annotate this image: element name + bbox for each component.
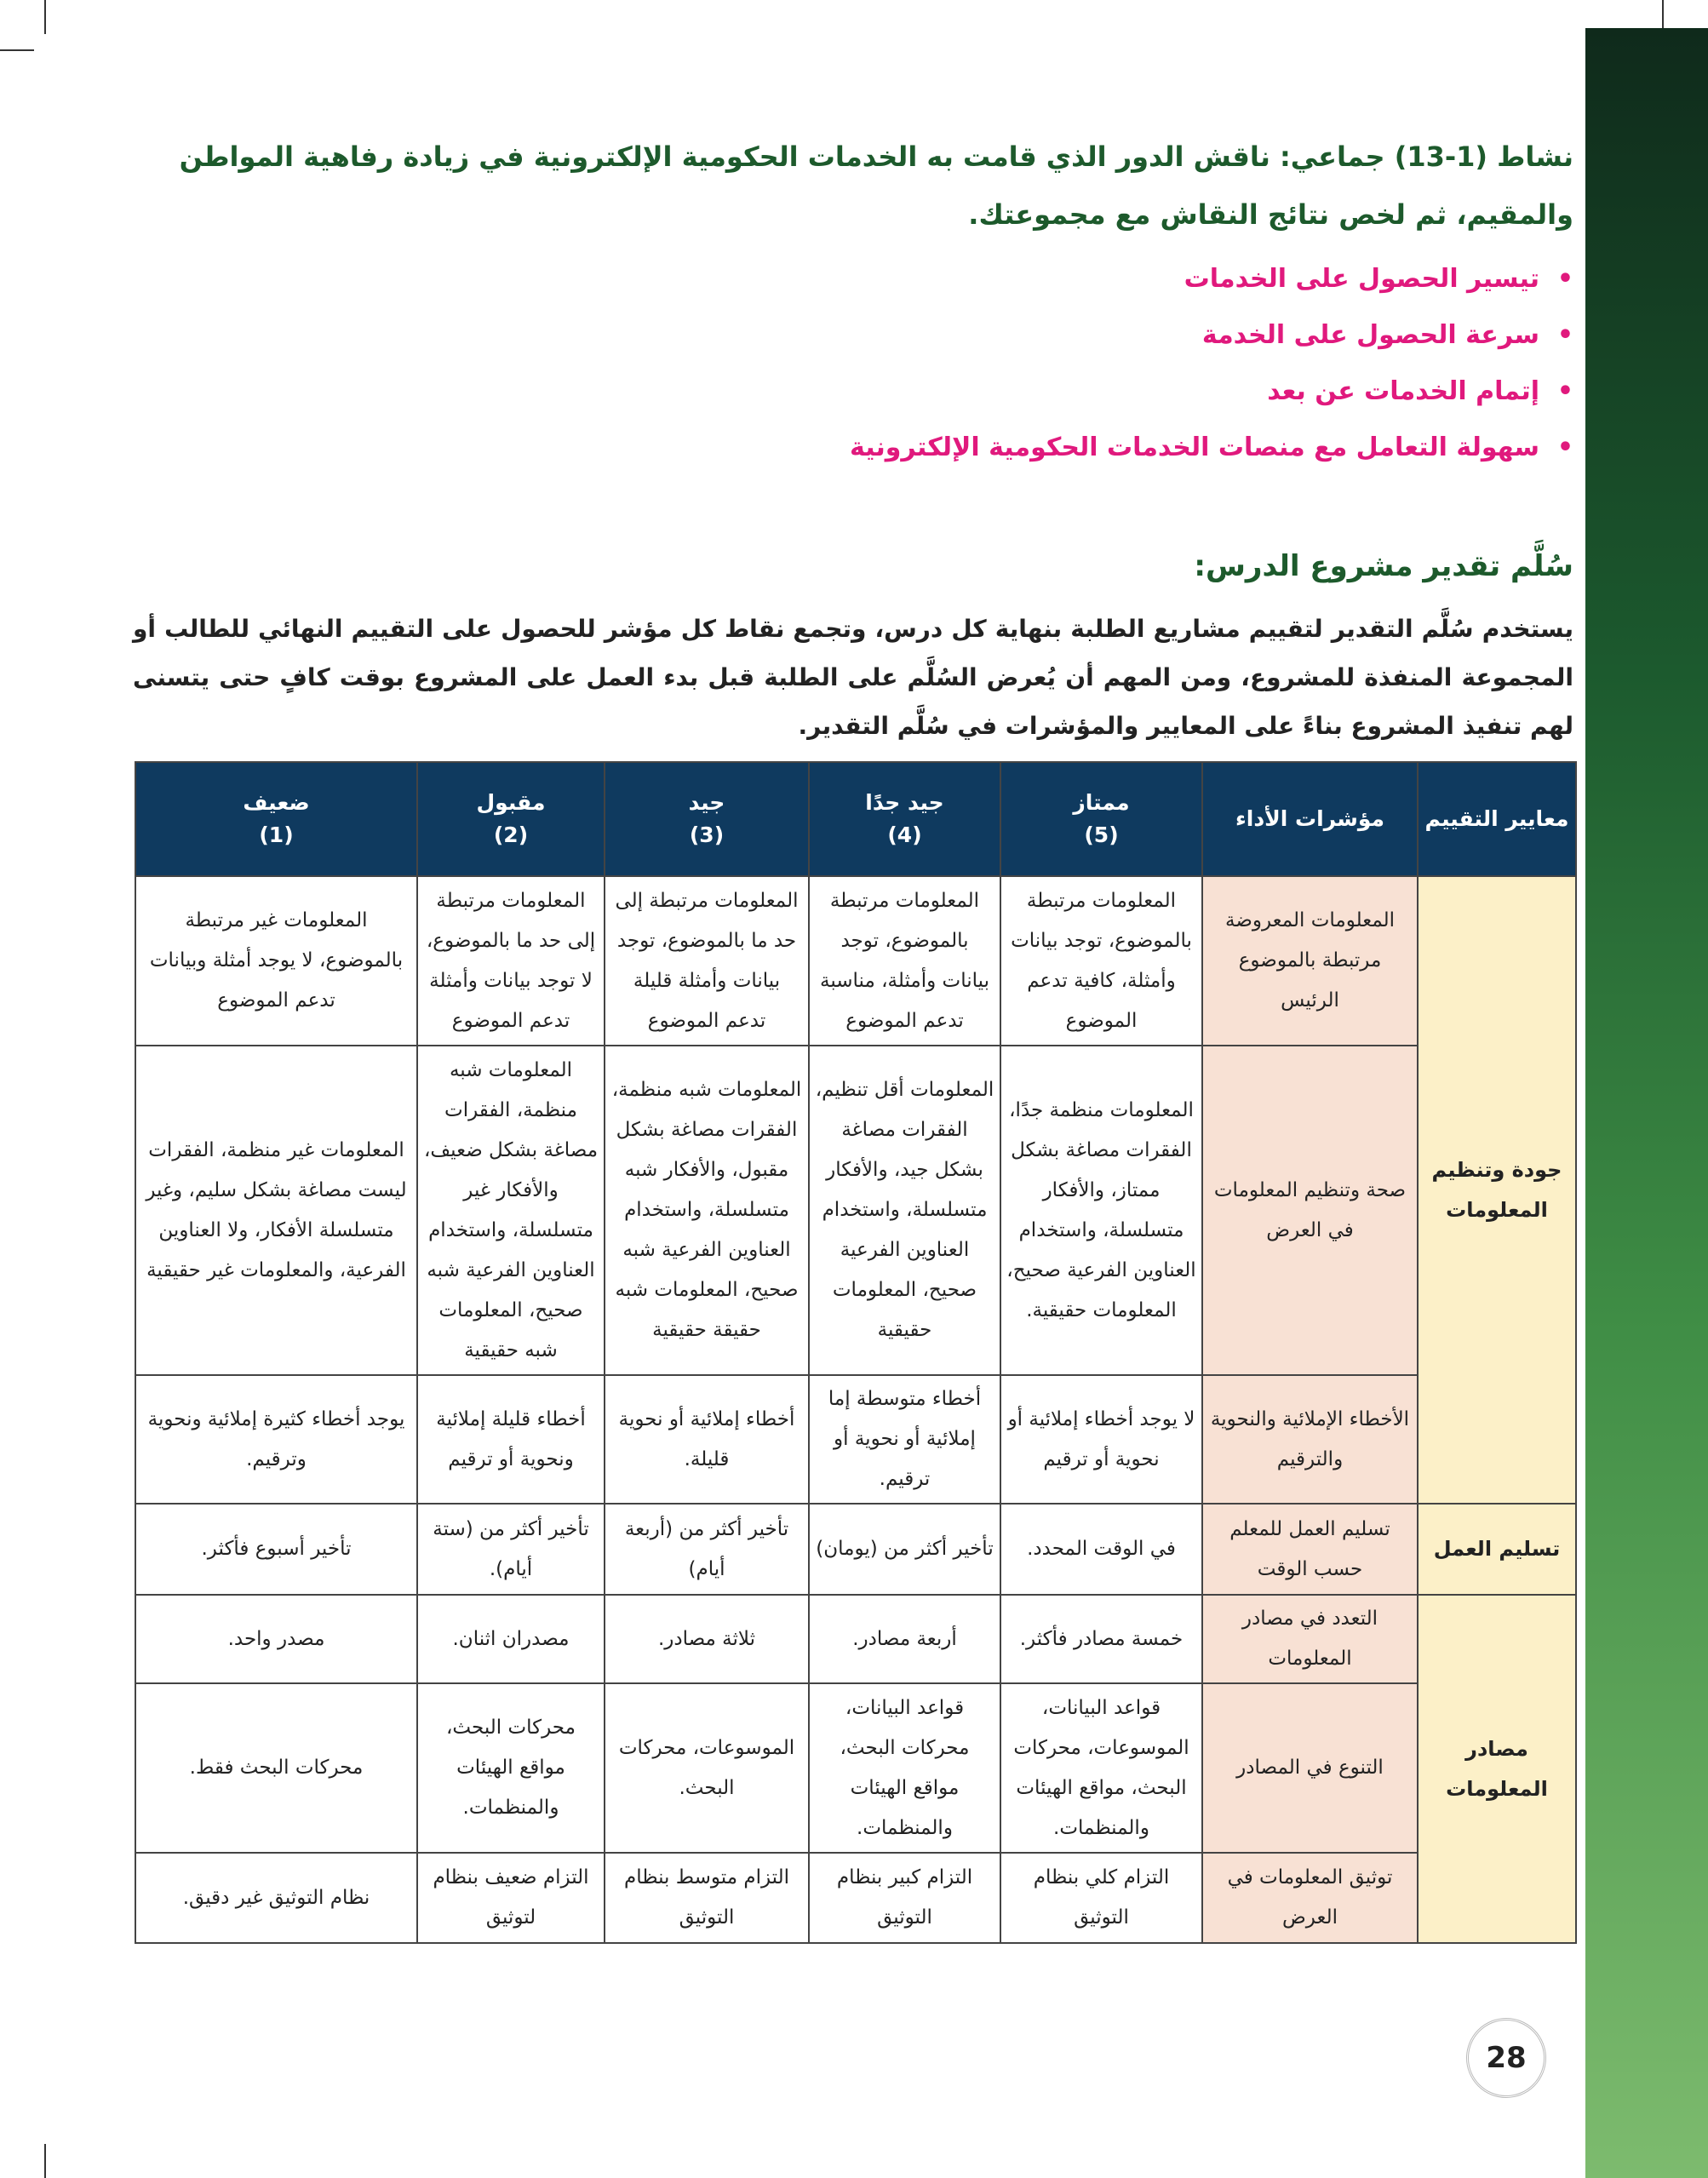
criterion-cell: تسليم العمل: [1418, 1504, 1576, 1595]
column-score: (4): [887, 822, 922, 847]
indicator-cell: صحة وتنظيم المعلومات في العرض: [1202, 1046, 1418, 1375]
score-cell: أربعة مصادر.: [809, 1595, 1000, 1683]
criterion-cell: جودة وتنظيم المعلومات: [1418, 876, 1576, 1504]
column-score: (5): [1084, 822, 1119, 847]
crop-mark: [44, 0, 46, 34]
score-cell: المعلومات شبه منظمة، الفقرات مصاغة بشكل ضعيف، والأفكار غير متسلسلة، واستخدام العناوين الفرعية شبه صحيح، المعلومات شبه حقيقية: [417, 1046, 605, 1375]
score-cell: الموسوعات، محركات البحث.: [605, 1683, 809, 1853]
column-header: [605, 762, 809, 876]
score-cell: المعلومات غير منظمة، الفقرات ليست مصاغة بشكل سليم، وغير متسلسلة الأفكار، ولا العناوين الفرعية، والمعلومات غير حقيقية: [135, 1046, 417, 1375]
score-cell: التزام كبير بنظام التوثيق: [809, 1853, 1000, 1943]
indicator-cell: التنوع في المصادر: [1202, 1683, 1418, 1853]
table-row: [135, 1504, 1576, 1595]
score-cell: المعلومات أقل تنظيم، الفقرات مصاغة بشكل جيد، والأفكار متسلسلة، واستخدام العناوين الفرعية صحيح، المعلومات حقيقية: [809, 1046, 1000, 1375]
score-cell: أخطاء قليلة إملائية ونحوية أو ترقيم: [417, 1375, 605, 1504]
page-number: 28: [1466, 2018, 1546, 2098]
activity-bullets: [126, 251, 1573, 476]
column-label: جيد: [688, 790, 725, 815]
score-cell: يوجد أخطاء كثيرة إملائية ونحوية وترقيم.: [135, 1375, 417, 1504]
column-label: ضعيف: [243, 790, 310, 815]
column-label: مؤشرات الأداء: [1235, 806, 1385, 831]
score-cell: أخطاء إملائية أو نحوية قليلة.: [605, 1375, 809, 1504]
score-cell: المعلومات غير مرتبطة بالموضوع، لا يوجد أمثلة وبيانات تدعم الموضوع: [135, 876, 417, 1046]
table-row: [135, 1683, 1576, 1853]
score-cell: تأخير أكثر من (أربعة أيام): [605, 1504, 809, 1595]
criterion-cell: مصادر المعلومات: [1418, 1595, 1576, 1943]
indicator-cell: المعلومات المعروضة مرتبطة بالموضوع الرئيس: [1202, 876, 1418, 1046]
crop-mark: [44, 2144, 46, 2178]
column-label: معايير التقييم: [1424, 806, 1569, 831]
score-cell: تأخير أسبوع فأكثر.: [135, 1504, 417, 1595]
score-cell: ثلاثة مصادر.: [605, 1595, 809, 1683]
indicator-cell: الأخطاء الإملائية والنحوية والترقيم: [1202, 1375, 1418, 1504]
score-cell: أخطاء متوسطة إما إملائية أو نحوية أو ترقيم.: [809, 1375, 1000, 1504]
column-label: مقبول: [476, 790, 546, 815]
column-score: (1): [259, 822, 294, 847]
score-cell: المعلومات شبه منظمة، الفقرات مصاغة بشكل مقبول، والأفكار شبه متسلسلة، واستخدام العناوين الفرعية شبه صحيح، المعلومات شبه حقيقة حقيقية: [605, 1046, 809, 1375]
indicator-cell: تسليم العمل للمعلم حسب الوقت: [1202, 1504, 1418, 1595]
score-cell: نظام التوثيق غير دقيق.: [135, 1853, 417, 1943]
score-cell: في الوقت المحدد.: [1000, 1504, 1202, 1595]
table-row: [135, 876, 1576, 1046]
bullet-item: • سهولة التعامل مع منصات الخدمات الحكومية الإلكترونية: [126, 420, 1573, 476]
rubric-paragraph: يستخدم سُلَّم التقدير لتقييم مشاريع الطلبة بنهاية كل درس، وتجمع نقاط كل مؤشر للحصول على التقييم النهائي للطالب أو المجموعة المنفذة للمشروع، ومن المهم أن يُعرض السُلَّم على الطلبة قبل بدء العمل على المشروع بوقت كافٍ حتى يتسنى لهم تنفيذ المشروع بناءً على المعايير والمؤشرات في سُلَّم التقدير.: [133, 615, 1573, 740]
score-cell: المعلومات مرتبطة بالموضوع، توجد بيانات وأمثلة، كافية تدعم الموضوع: [1000, 876, 1202, 1046]
rubric-table: [135, 761, 1577, 1944]
activity-title: نشاط (1-13) جماعي: ناقش الدور الذي قامت به الخدمات الحكومية الإلكترونية في زيادة رفاهية المواطن والمقيم، ثم لخص نتائج النقاش مع مجموعتك.: [179, 140, 1573, 231]
bullet-item: • سرعة الحصول على الخدمة: [126, 307, 1573, 364]
score-cell: تأخير أكثر من (ستة أيام).: [417, 1504, 605, 1595]
column-header: [1000, 762, 1202, 876]
score-cell: المعلومات مرتبطة إلى حد ما بالموضوع، لا توجد بيانات وأمثلة تدعم الموضوع: [417, 876, 605, 1046]
column-header: [417, 762, 605, 876]
column-label: ممتاز: [1073, 790, 1130, 815]
score-cell: مصدران اثنان.: [417, 1595, 605, 1683]
column-header: [1418, 762, 1576, 876]
score-cell: محركات البحث، مواقع الهيئات والمنظمات.: [417, 1683, 605, 1853]
score-cell: تأخير أكثر من (يومان): [809, 1504, 1000, 1595]
indicator-cell: التعدد في مصادر المعلومات: [1202, 1595, 1418, 1683]
column-header: [135, 762, 417, 876]
score-cell: التزام كلي بنظام التوثيق: [1000, 1853, 1202, 1943]
table-row: [135, 1375, 1576, 1504]
score-cell: المعلومات منظمة جدًا، الفقرات مصاغة بشكل ممتاز، والأفكار متسلسلة، واستخدام العناوين الفرعية صحيح، المعلومات حقيقية.: [1000, 1046, 1202, 1375]
score-cell: المعلومات مرتبطة بالموضوع، توجد بيانات وأمثلة، مناسبة تدعم الموضوع: [809, 876, 1000, 1046]
column-score: (2): [493, 822, 529, 847]
bullet-item: • تيسير الحصول على الخدمات: [126, 251, 1573, 307]
decorative-green-sidebar: [1585, 28, 1708, 2178]
table-row: [135, 1595, 1576, 1683]
score-cell: المعلومات مرتبطة إلى حد ما بالموضوع، توجد بيانات وأمثلة قليلة تدعم الموضوع: [605, 876, 809, 1046]
score-cell: مصدر واحد.: [135, 1595, 417, 1683]
column-label: جيد جدًا: [865, 790, 944, 815]
score-cell: التزام ضعيف بنظام لتوثيق: [417, 1853, 605, 1943]
crop-mark: [0, 49, 34, 51]
score-cell: لا يوجد أخطاء إملائية أو نحوية أو ترقيم: [1000, 1375, 1202, 1504]
table-row: [135, 1853, 1576, 1943]
table-row: [135, 1046, 1576, 1375]
table-header-row: [135, 762, 1576, 876]
score-cell: خمسة مصادر فأكثر.: [1000, 1595, 1202, 1683]
score-cell: قواعد البيانات، الموسوعات، محركات البحث، مواقع الهيئات والمنظمات.: [1000, 1683, 1202, 1853]
column-header: [809, 762, 1000, 876]
score-cell: قواعد البيانات، محركات البحث، مواقع الهيئات والمنظمات.: [809, 1683, 1000, 1853]
score-cell: التزام متوسط بنظام التوثيق: [605, 1853, 809, 1943]
score-cell: محركات البحث فقط.: [135, 1683, 417, 1853]
rubric-heading: سُلَّم تقدير مشروع الدرس:: [1194, 549, 1573, 583]
bullet-item: • إتمام الخدمات عن بعد: [126, 364, 1573, 420]
column-header: [1202, 762, 1418, 876]
indicator-cell: توثيق المعلومات في العرض: [1202, 1853, 1418, 1943]
column-score: (3): [689, 822, 725, 847]
